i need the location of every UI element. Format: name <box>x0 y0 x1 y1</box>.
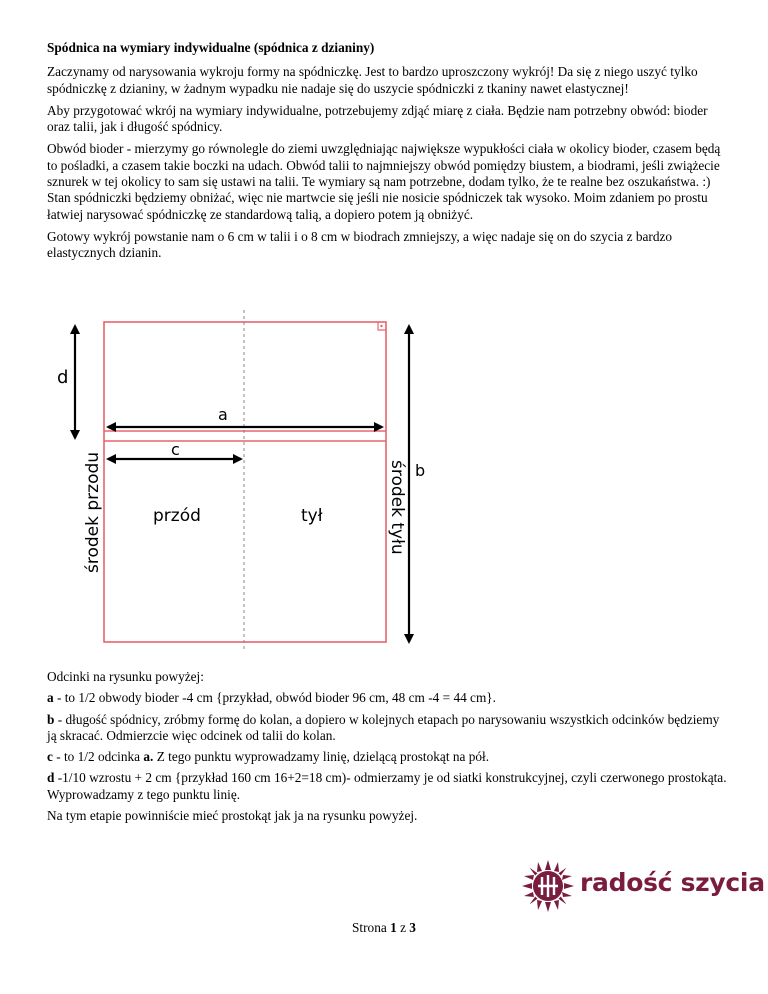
paragraph-hip-waist: Obwód bioder - mierzymy go równolegle do ziemi uwzględniając największe wypukłości ciała w okolicy bioder, czasem będą to pośladki, a czasem takie boczki na udach. Obwód talii to najmniejszy obwód pomiędzy biustem, a biodrami, jeśli zwiążecie sznurek w tej okolicy to sam się ustawi na talii. Te wymiary są nam potrzebne, dodam tylko, że te realne bez oszukaństwa. :) Stan spódniczki będziemy obniżać, więc nie martwcie się jeśli nie nosicie spódniczek tak wysoko. Moim zdaniem po prostu łatwiej narysować spódniczkę ze standardową talią, a dopiero potem ją obniżyć. <box>47 141 721 222</box>
footer-total: 3 <box>409 920 416 935</box>
label-d: d <box>57 367 69 388</box>
pattern-diagram <box>40 310 440 655</box>
label-b: b <box>415 461 426 480</box>
page-footer <box>0 920 768 936</box>
segments-intro: Odcinki na rysunku powyżej: <box>47 669 204 684</box>
footer-sep: z <box>400 920 406 935</box>
page-title: Spódnica na wymiary indywidualne (spódnica z dzianiny) <box>47 40 375 55</box>
label-back-center: środek tyłu <box>387 460 407 555</box>
right-angle-dot <box>380 325 382 327</box>
logo-text: radość szycia <box>580 868 765 897</box>
footer-page: 1 <box>390 920 397 935</box>
segment-c: c - to 1/2 odcinka a. Z tego punktu wyprowadzamy linię, dzielącą prostokąt na pół. <box>47 749 490 765</box>
closing-note: Na tym etapie powinniście mieć prostokąt jak ja na rysunku powyżej. <box>47 808 418 824</box>
segment-d: d -1/10 wzrostu + 2 cm {przykład 160 cm 16+2=18 cm)- odmierzamy je od siatki konstrukcyjnej, czyli czerwonego prostokąta. Wyprowadzamy z tego punktu linię. <box>47 770 727 802</box>
sun-logo-icon <box>520 858 576 914</box>
label-front: przód <box>153 506 201 526</box>
segment-b: b - długość spódnicy, zróbmy formę do kolan, a dopiero w kolejnych etapach po narysowaniu wszystkich odcinków będziemy ją skracać. Odmierzcie więc odcinek od talii do kolan. <box>47 711 720 743</box>
label-a: a <box>218 405 228 424</box>
paragraph-measurements: Aby przygotować wkrój na wymiary indywidualne, potrzebujemy zdjąć miarę z ciała. Będzie nam potrzebny obwód: bioder oraz talii, jak i długość spódnicy. <box>47 102 708 135</box>
label-back: tył <box>301 506 323 526</box>
document-body <box>47 40 727 268</box>
label-front-center: środek przodu <box>83 451 103 573</box>
footer-prefix: Strona <box>352 920 387 935</box>
pattern-rectangle <box>104 322 386 642</box>
paragraph-intro: Zaczynamy od narysowania wykroju formy na spódniczkę. Jest to bardzo uproszczony wykrój! Da się z niego uszyć tylko spódniczkę z dzianiny, w żadnym wypadku nie nadaje się do uszycie spódniczki z tkaniny nawet elastycznej! <box>47 64 698 96</box>
brand-logo <box>520 858 765 914</box>
label-c: c <box>171 440 180 459</box>
segment-a: a - to 1/2 obwody bioder -4 cm {przykład, obwód bioder 96 cm, 48 cm -4 = 44 cm}. <box>47 690 497 706</box>
segments-section <box>47 669 727 829</box>
paragraph-result: Gotowy wykrój powstanie nam o 6 cm w talii i o 8 cm w biodrach zmniejszy, a więc nadaje się on do szycia z bardzo elastycznych dzianin. <box>47 228 673 261</box>
